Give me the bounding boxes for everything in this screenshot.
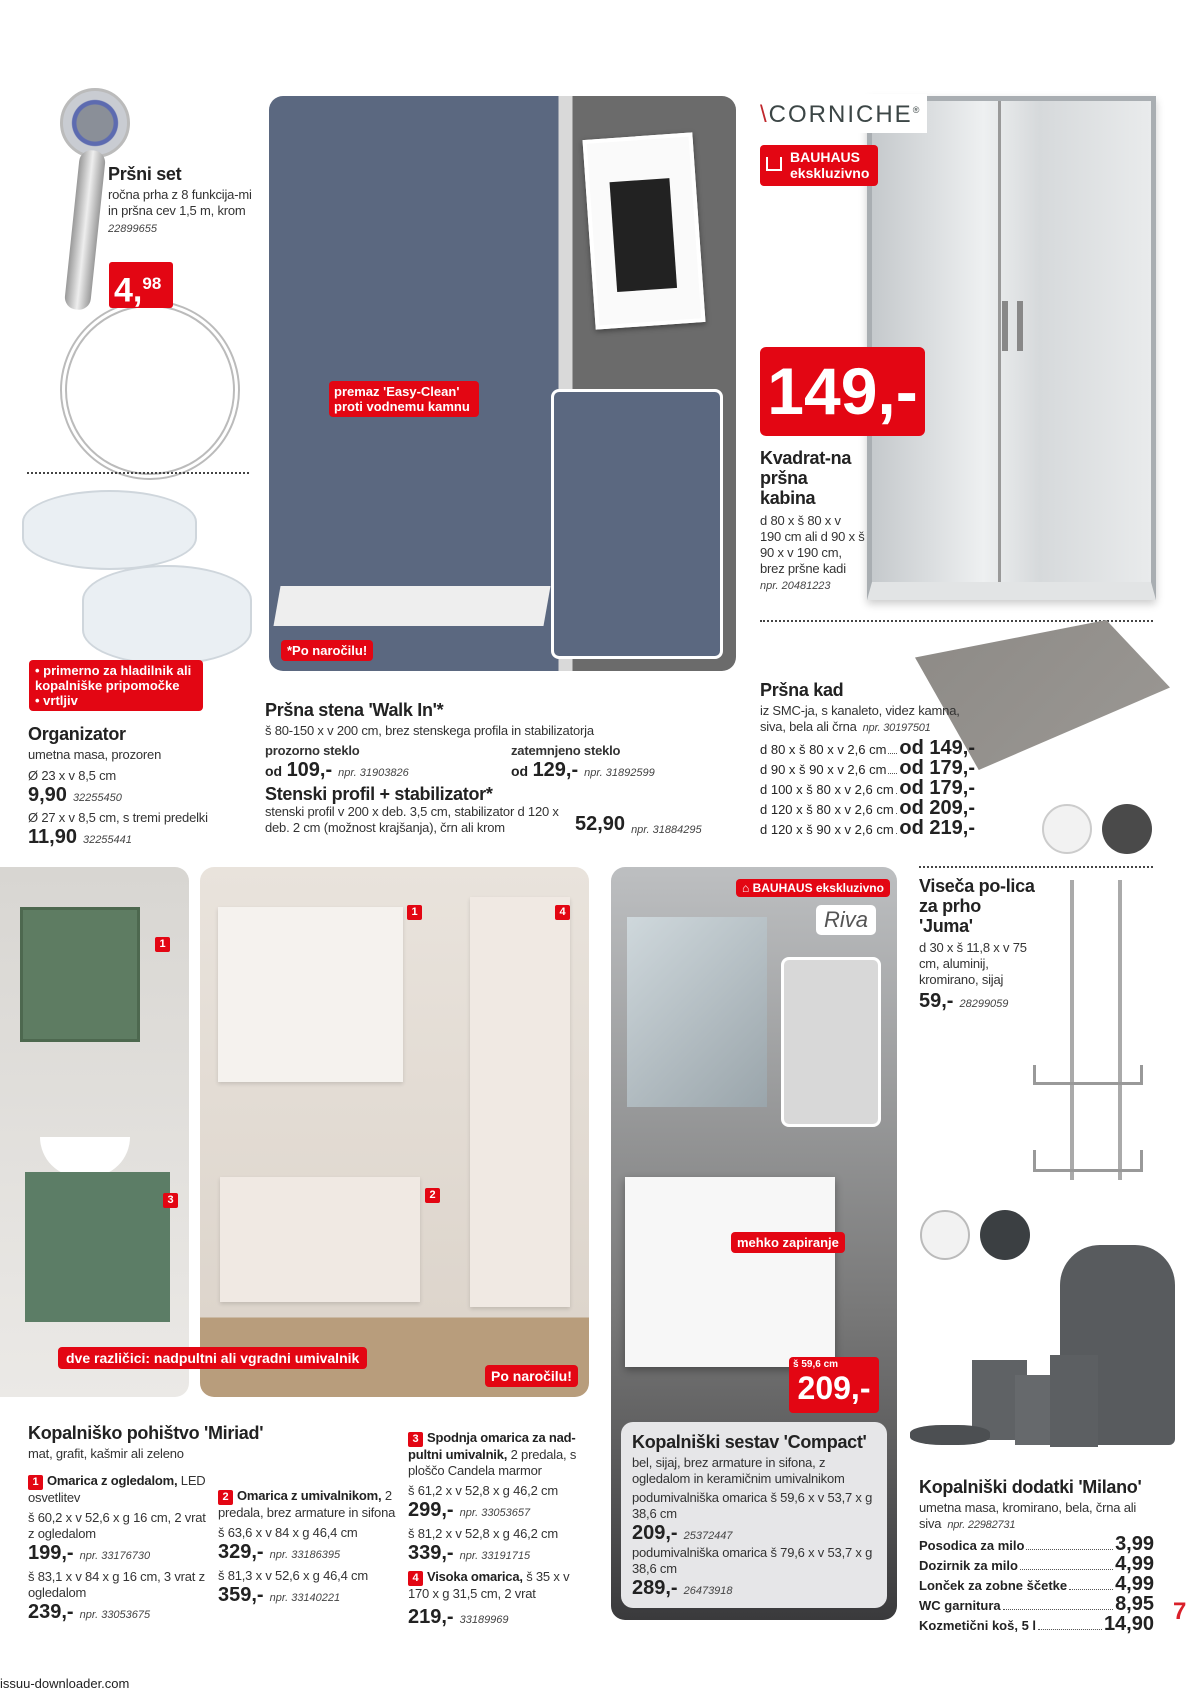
variant-price-line <box>28 1601 208 1624</box>
juma-title: Viseča po-lica za prho 'Juma' <box>919 876 1035 936</box>
tray-size-row <box>760 799 975 819</box>
organizer-image <box>22 490 197 570</box>
option-price: 129,- <box>532 759 579 781</box>
cabin-price: 149,- <box>760 347 925 436</box>
walk-in-photo <box>269 96 736 671</box>
variant-code: 25372447 <box>683 1530 733 1542</box>
variant-price: 219,- <box>408 1606 454 1628</box>
organizer-title: Organizator <box>28 724 126 744</box>
detail-inset <box>583 132 706 329</box>
variant-size: Ø 27 x v 8,5 cm, s tremi predelki <box>28 810 208 825</box>
dot-leader <box>896 813 898 814</box>
item-name: Kozmetični koš, 5 l <box>919 1618 1037 1633</box>
option-code: npr. 31892599 <box>584 767 655 779</box>
milano-item-row <box>919 1615 1154 1635</box>
milano-title: Kopalniški dodatki 'Milano' <box>919 1477 1142 1497</box>
profile-title: Stenski profil + stabilizator* <box>265 784 493 804</box>
walk-in-title: Pršna stena 'Walk In'* <box>265 700 444 720</box>
tray-size-row <box>760 759 975 779</box>
item-price: 4,99 <box>1115 1573 1154 1595</box>
item-price: 14,90 <box>1103 1613 1154 1635</box>
variant-price-line <box>408 1499 593 1522</box>
price-prefix: od <box>265 763 283 779</box>
variant-code: npr. 33176730 <box>79 1550 151 1562</box>
variant-price: 329,- <box>218 1541 264 1563</box>
price-prefix: od <box>511 763 529 779</box>
size-label: d 80 x š 80 x v 2,6 cm <box>760 742 887 757</box>
marker-2: 2 <box>425 1185 444 1203</box>
item-name: Visoka omarica, <box>427 1569 523 1584</box>
divider <box>760 620 1153 622</box>
dot-leader <box>1003 1609 1113 1610</box>
watermark: issuu-downloader.com <box>0 1676 130 1691</box>
variant-price: 299,- <box>408 1499 454 1521</box>
size-label: d 120 x š 90 x v 2,6 cm <box>760 822 894 837</box>
item-name: Dozirnik za milo <box>919 1558 1018 1573</box>
shower-set-price: 4,98 <box>109 262 173 308</box>
variant-price-line <box>408 1606 593 1629</box>
variant-code: 32255450 <box>72 792 122 804</box>
inset-photo <box>781 957 881 1127</box>
juma-code: 28299059 <box>959 998 1009 1010</box>
house-icon: ⌂ <box>742 881 753 895</box>
miriad-title: Kopalniško pohištvo 'Miriad' <box>28 1423 264 1443</box>
item-desc: 2 predala, brez armature in sifona <box>218 1488 396 1520</box>
size-price: od 219,- <box>899 817 975 839</box>
variant-code: npr. 33191715 <box>459 1550 531 1562</box>
variant-price-line <box>408 1542 593 1565</box>
marker-3: 3 <box>163 1190 182 1208</box>
item-desc: 2 predala, s ploščo Candela marmor <box>408 1447 577 1478</box>
option-price: 109,- <box>286 759 333 781</box>
house-icon <box>766 157 782 171</box>
item-price: 4,99 <box>1115 1553 1154 1575</box>
dot-leader <box>888 773 897 774</box>
walk-in-desc: š 80-150 x v 200 cm, brez stenskega profila in stabilizatorja <box>265 723 594 738</box>
cabin-code: npr. 20481223 <box>760 580 831 592</box>
item-number-badge: 2 <box>218 1490 233 1505</box>
option-name: zatemnjeno steklo <box>511 743 621 758</box>
variant-price: 209,- <box>632 1522 678 1544</box>
easy-clean-label: premaz 'Easy-Clean' proti vodnemu kamnu <box>329 381 479 417</box>
variant-price-line <box>28 1542 208 1565</box>
variant-code: 26473918 <box>683 1585 733 1597</box>
miriad-item-heading <box>218 1488 398 1521</box>
size-label: d 90 x š 90 x v 2,6 cm <box>760 762 887 777</box>
bauhaus-exclusive-badge: BAUHAUS ekskluzivno <box>760 145 878 186</box>
variant-size: š 61,2 x v 52,8 x g 46,2 cm <box>408 1483 558 1498</box>
divider <box>919 866 1153 868</box>
profile-desc: stenski profil v 200 x deb. 3,5 cm, stabilizator d 120 x deb. 2 cm (možnost krajšanja), črn ali krom <box>265 804 559 835</box>
tray-title: Pršna kad <box>760 680 844 700</box>
profile-price: 52,90 <box>575 813 626 835</box>
variants-label: dve različici: nadpultni ali vgradni umivalnik <box>58 1347 367 1369</box>
variant-size: Ø 23 x v 8,5 cm <box>28 768 117 783</box>
bauhaus-exclusive-badge: ⌂ BAUHAUS ekskluzivno <box>736 879 890 897</box>
divider <box>27 472 249 474</box>
variant-size: š 81,3 x v 52,6 x g 46,4 cm <box>218 1568 368 1583</box>
miriad-item-heading <box>28 1473 208 1506</box>
variant-code: npr. 33053657 <box>459 1507 531 1519</box>
item-number-badge: 4 <box>408 1571 423 1586</box>
mirror-image <box>627 917 767 1107</box>
dot-leader <box>1069 1589 1113 1590</box>
variant-code: npr. 33140221 <box>269 1592 341 1604</box>
shower-set-code: 22899655 <box>108 223 157 235</box>
item-number-badge: 3 <box>408 1432 423 1447</box>
tray-size-row <box>760 739 975 759</box>
profile-code: npr. 31884295 <box>631 824 702 836</box>
item-name: Spodnja omarica za nad-pultni umivalnik, <box>408 1430 576 1462</box>
marker-1: 1 <box>155 934 174 952</box>
item-name: Omarica z umivalnikom, <box>237 1488 382 1503</box>
milano-item-row <box>919 1575 1154 1595</box>
compact-panel <box>611 867 897 1620</box>
size-price: od 209,- <box>899 797 975 819</box>
item-name: WC garnitura <box>919 1598 1001 1613</box>
vanity-image <box>625 1177 835 1367</box>
shower-set-desc: ročna prha z 8 funkcija-mi in pršna cev 1,5 m, krom <box>108 187 252 218</box>
shower-tray <box>273 586 550 626</box>
variant-size: š 83,1 x v 84 x g 16 cm, 3 vrat z ogledalom <box>28 1569 205 1600</box>
milano-item-row <box>919 1595 1154 1615</box>
variant-code: 33189969 <box>459 1614 509 1626</box>
milano-item-row <box>919 1535 1154 1555</box>
option-name: prozorno steklo <box>265 743 360 758</box>
riva-logo: Riva <box>816 905 876 935</box>
tray-size-row <box>760 819 975 839</box>
size-label: d 120 x š 80 x v 2,6 cm <box>760 802 894 817</box>
compact-desc: bel, sijaj, brez armature in sifona, z ogledalom in keramičnim umivalnikom <box>632 1455 845 1486</box>
variant-price: 199,- <box>28 1542 74 1564</box>
size-price: od 179,- <box>899 777 975 799</box>
milano-code: npr. 22982731 <box>947 1519 1016 1531</box>
corniche-logo: \CORNICHE® <box>760 94 927 133</box>
shower-handle-image <box>64 149 107 311</box>
dot-leader <box>896 793 898 794</box>
item-price: 3,99 <box>1115 1533 1154 1555</box>
option-code: npr. 31903826 <box>338 767 409 779</box>
variant-price: 11,90 <box>28 826 77 848</box>
milano-desc: umetna masa, kromirano, bela, črna ali siva npr. 22982731 <box>919 1500 1137 1531</box>
variant-size: podumivalniška omarica š 59,6 x v 53,7 x g 38,6 cm <box>632 1490 873 1521</box>
dot-leader <box>1038 1629 1102 1630</box>
miriad-desc: mat, grafit, kašmir ali zeleno <box>28 1446 184 1461</box>
variant-price: 339,- <box>408 1542 454 1564</box>
size-price: od 149,- <box>899 737 975 759</box>
page-number: 7 <box>1173 1598 1187 1625</box>
variant-price: 359,- <box>218 1584 264 1606</box>
soft-close-label: mehko zapiranje <box>731 1232 845 1253</box>
item-number-badge: 1 <box>28 1475 43 1490</box>
dot-leader <box>896 833 898 834</box>
organizer-image-2 <box>82 565 252 665</box>
variant-code: npr. 33053675 <box>79 1609 151 1621</box>
juma-price: 59,- <box>919 990 954 1012</box>
variant-size: š 63,6 x v 84 x g 46,4 cm <box>218 1525 358 1540</box>
organizer-desc: umetna masa, prozoren <box>28 747 162 762</box>
tray-size-row <box>760 779 975 799</box>
variant-price: 9,90 <box>28 784 67 806</box>
variant-size: š 81,2 x v 52,8 x g 46,2 cm <box>408 1526 558 1541</box>
inset-photo <box>551 389 723 659</box>
compact-price-badge: š 59,6 cm 209,- <box>789 1357 879 1413</box>
milano-set-image <box>900 1235 1180 1450</box>
marker-4: 4 <box>555 902 574 920</box>
order-label: Po naročilu! <box>485 1365 578 1387</box>
color-swatch-white[interactable] <box>1042 804 1092 854</box>
hanging-shelf-image <box>1030 880 1145 1185</box>
marker-1: 1 <box>407 902 426 920</box>
miriad-green-photo <box>0 867 189 1397</box>
shower-head-image <box>60 88 130 158</box>
color-swatch-black[interactable] <box>1102 804 1152 854</box>
variant-price: 239,- <box>28 1601 74 1623</box>
juma-desc: d 30 x š 11,8 x v 75 cm, aluminij, kromirano, sijaj <box>919 940 1027 987</box>
item-name: Lonček za zobne ščetke <box>919 1578 1068 1593</box>
milano-item-row <box>919 1555 1154 1575</box>
size-price: od 179,- <box>899 757 975 779</box>
item-desc: š 35 x v 170 x g 31,5 cm, 2 vrat <box>408 1569 570 1601</box>
variant-size: š 60,2 x v 52,6 x g 16 cm, 2 vrat z ogledalom <box>28 1510 206 1541</box>
miriad-item-heading <box>408 1430 593 1479</box>
tray-desc: iz SMC-ja, s kanaleto, videz kamna, siva, bela ali črna npr. 30197501 <box>760 703 960 734</box>
dot-leader <box>888 753 897 754</box>
cabin-title: Kvadrat-na pršna kabina <box>760 448 852 508</box>
variant-price: 289,- <box>632 1577 678 1599</box>
tray-code: npr. 30197501 <box>862 722 931 734</box>
organizer-badge: • primerno za hladilnik ali kopalniške pripomočke • vrtljiv <box>29 660 203 711</box>
order-label: *Po naročilu! <box>281 640 373 661</box>
variant-code: npr. 33186395 <box>269 1549 341 1561</box>
item-desc: LED osvetlitev <box>28 1473 206 1505</box>
dot-leader <box>1020 1569 1113 1570</box>
dot-leader <box>1026 1549 1113 1550</box>
miriad-item-heading <box>408 1569 593 1602</box>
variant-size: podumivalniška omarica š 79,6 x v 53,7 x g 38,6 cm <box>632 1545 873 1576</box>
variant-price-line <box>218 1541 398 1564</box>
variant-price-line <box>218 1584 398 1607</box>
compact-title: Kopalniški sestav 'Compact' <box>632 1432 867 1452</box>
item-price: 8,95 <box>1115 1593 1154 1615</box>
cabin-desc: d 80 x š 80 x v 190 cm ali d 90 x š 90 x v 190 cm, brez pršne kadi <box>760 513 865 576</box>
variant-code: 32255441 <box>82 834 132 846</box>
size-label: d 100 x š 80 x v 2,6 cm <box>760 782 894 797</box>
shower-set-title: Pršni set <box>108 164 182 184</box>
item-name: Posodica za milo <box>919 1538 1025 1553</box>
item-name: Omarica z ogledalom, <box>47 1473 178 1488</box>
miriad-cashmere-photo <box>200 867 589 1397</box>
shower-hose-image <box>60 300 240 480</box>
